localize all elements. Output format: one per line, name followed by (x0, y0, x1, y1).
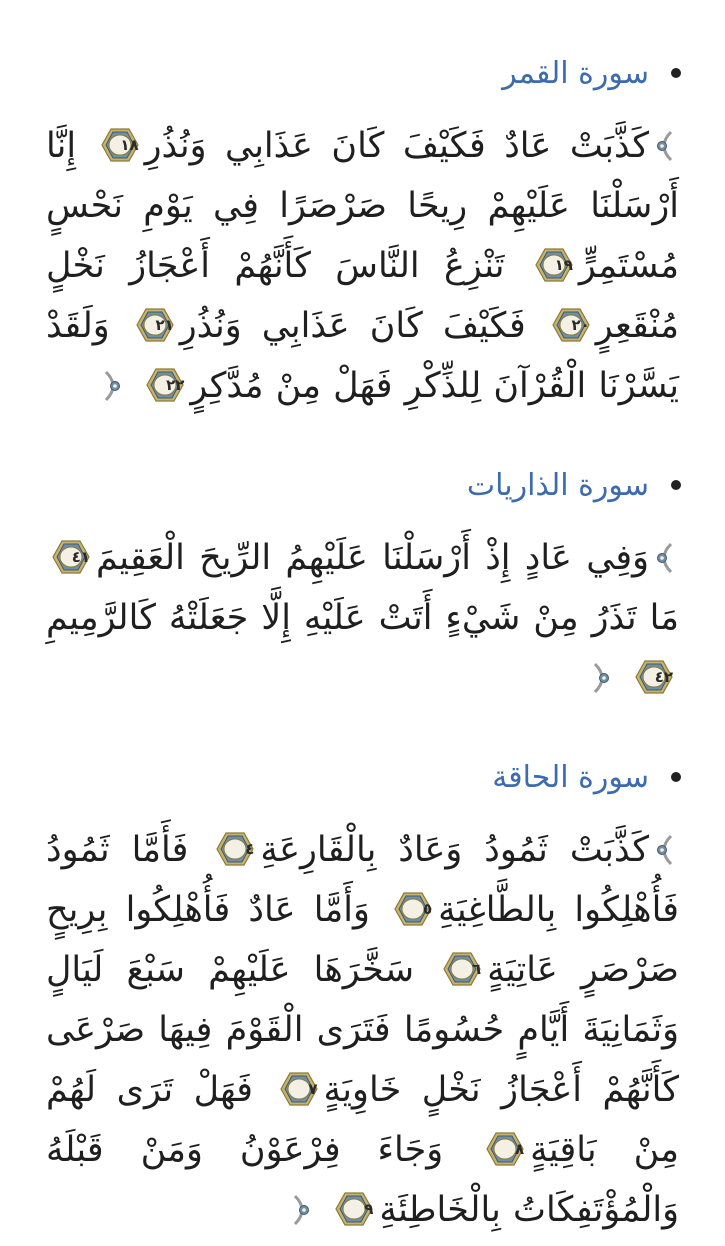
verse-text: وَلَقَدْ يَسَّرْنَا الْقُرْآنَ لِلذِّكْرِ فَهَلْ مِنْ مُدَّكِرٍ (46, 306, 679, 406)
verse-text: تَنْزِعُ النَّاسَ كَأَنَّهُمْ أَعْجَازُ نَخْلٍ مُنْقَعِرٍ (46, 246, 679, 346)
surah-heading (40, 460, 685, 510)
verse-text: وَفِي عَادٍ إِذْ أَرْسَلْنَا عَلَيْهِمُ الرِّيحَ الْعَقِيمَ (96, 538, 649, 578)
verse-number: ٢٢ (166, 376, 185, 394)
verse-number-marker (394, 892, 432, 926)
verse-number: ٢٠ (571, 316, 590, 334)
verse-number-marker (146, 368, 184, 402)
verse-number-marker (101, 128, 139, 162)
verse-number-marker (136, 308, 174, 342)
surah-heading (40, 48, 685, 98)
verse-text: فَكَيْفَ كَانَ عَذَابِي وَنُذُرِ (179, 306, 526, 346)
verse-number-marker (443, 952, 481, 986)
bullet-icon (671, 772, 681, 782)
surah-heading (40, 752, 685, 802)
verse-number: ١٩ (554, 256, 573, 274)
surah-sections (40, 48, 685, 1240)
ornament-close-icon (287, 1186, 317, 1220)
verse-number-marker (635, 660, 673, 694)
verse-text: كَذَّبَتْ ثَمُودُ وَعَادٌ بِالْقَارِعَةِ (260, 830, 650, 870)
verse-block (40, 116, 685, 416)
bullet-icon (671, 68, 681, 78)
verse-number-marker (335, 1192, 373, 1226)
verse-number: ٨ (515, 1140, 525, 1158)
verse-number: ٢١ (155, 316, 174, 334)
verse-number: ٤ (245, 840, 255, 858)
surah-section (40, 460, 685, 708)
verse-text: فَأَمَّا ثَمُودُ فَأُهْلِكُوا بِالطَّاغِيَةِ (46, 830, 679, 930)
ornament-close-icon (98, 362, 128, 396)
verse-number-marker (486, 1132, 524, 1166)
surah-section (40, 752, 685, 1240)
surah-title-link[interactable]: سورة الحاقة (492, 759, 649, 795)
ornament-open-icon (649, 534, 679, 568)
verse-number-marker (52, 540, 90, 574)
verse-number: ٥ (422, 900, 433, 918)
verse-number-marker (535, 248, 573, 282)
bullet-icon (671, 480, 681, 490)
verse-number: ٧ (308, 1080, 318, 1098)
verse-block (40, 528, 685, 708)
verse-text: وَجَاءَ فِرْعَوْنُ وَمَنْ قَبْلَهُ وَالْمُؤْتَفِكَاتُ بِالْخَاطِئَةِ (46, 1130, 679, 1230)
verse-number: ٤٢ (654, 668, 673, 686)
verse-text: كَذَّبَتْ عَادٌ فَكَيْفَ كَانَ عَذَابِي وَنُذُرِ (144, 126, 649, 166)
verse-text: وَأَمَّا عَادٌ فَأُهْلِكُوا بِرِيحٍ صَرْصَرٍ عَاتِيَةٍ (46, 890, 679, 990)
surah-section (40, 48, 685, 416)
surah-title-link[interactable]: سورة القمر (502, 55, 649, 91)
verse-text: إِنَّا أَرْسَلْنَا عَلَيْهِمْ رِيحًا صَرْصَرًا فِي يَوْمِ نَحْسٍ مُسْتَمِرٍّ (46, 126, 679, 286)
verse-number: ٦ (472, 960, 482, 978)
surah-title-link[interactable]: سورة الذاريات (466, 467, 649, 503)
verse-block (40, 820, 685, 1240)
verse-number-marker (280, 1072, 318, 1106)
verse-number-marker (552, 308, 590, 342)
ornament-open-icon (649, 826, 679, 860)
verse-text: مَا تَذَرُ مِنْ شَيْءٍ أَتَتْ عَلَيْهِ إِلَّا جَعَلَتْهُ كَالرَّمِيمِ (46, 598, 679, 638)
verse-number-marker (216, 832, 254, 866)
verse-text: فَهَلْ تَرَى لَهُمْ مِنْ بَاقِيَةٍ (46, 1070, 679, 1170)
verse-number: ١٨ (120, 136, 139, 154)
ornament-open-icon (649, 122, 679, 156)
verse-number: ٤١ (71, 548, 90, 566)
ornament-close-icon (587, 654, 617, 688)
verse-text: سَخَّرَهَا عَلَيْهِمْ سَبْعَ لَيَالٍ وَثَمَانِيَةَ أَيَّامٍ حُسُومًا فَتَرَى الْقَوْمَ فِيهَا صَرْعَى كَأَنَّهُمْ أَعْجَازُ نَخْلٍ خَاوِيَةٍ (46, 950, 679, 1110)
verse-number: ٩ (364, 1200, 374, 1218)
